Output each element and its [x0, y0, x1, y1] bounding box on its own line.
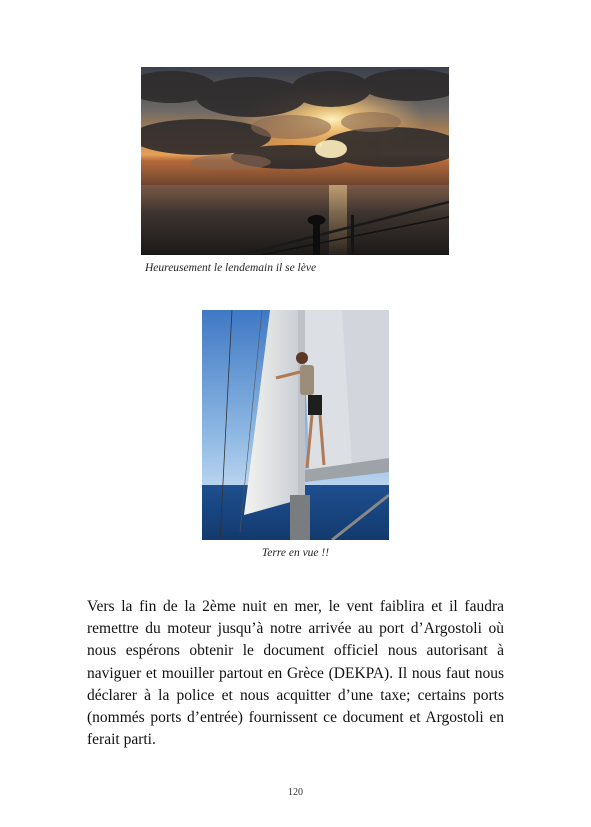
body-paragraph: Vers la fin de la 2ème nuit en mer, le vent faiblira et il faudra remettre du moteur jusqu’à notre arrivée au port d’Argostoli où nous espérons obtenir le document officiel nous autorisant à naviguer et mouiller partout en Grèce (DEKPA). Il nous faut nous déclarer à la police et nous acquitter d’une taxe; certains ports (nommés ports d’entrée) fournissent ce document et Argostoli en ferait parti. — [87, 598, 504, 749]
figure-caption-1: Heureusement le lendemain il se lève — [145, 262, 317, 274]
page-number: 120 — [288, 787, 303, 798]
figure-caption-2: Terre en vue !! — [261, 547, 330, 559]
sailor-photo — [202, 310, 389, 540]
sunset-photo — [141, 67, 449, 255]
